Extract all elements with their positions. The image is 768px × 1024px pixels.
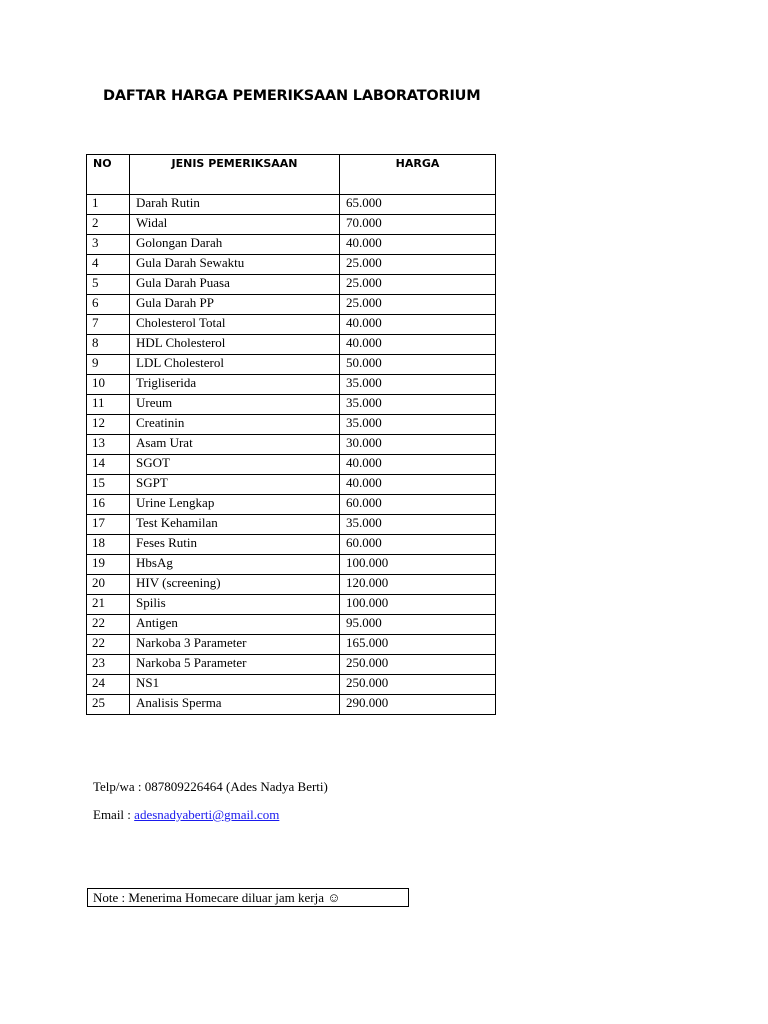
- row-exam-name: Gula Darah Puasa: [130, 275, 340, 295]
- row-number: 13: [87, 435, 130, 455]
- table-row: [87, 315, 496, 335]
- table-header-row: [87, 155, 496, 195]
- row-number: 15: [87, 475, 130, 495]
- row-price: 35.000: [340, 395, 496, 415]
- table-row: [87, 535, 496, 555]
- row-price: 250.000: [340, 655, 496, 675]
- row-price: 65.000: [340, 195, 496, 215]
- row-number: 1: [87, 195, 130, 215]
- table-row: [87, 235, 496, 255]
- email-label: Email :: [93, 807, 135, 822]
- row-number: 22: [87, 635, 130, 655]
- table-row: [87, 675, 496, 695]
- row-exam-name: Analisis Sperma: [130, 695, 340, 715]
- row-price: 35.000: [340, 515, 496, 535]
- table-row: [87, 435, 496, 455]
- row-price: 35.000: [340, 415, 496, 435]
- row-price: 60.000: [340, 495, 496, 515]
- table-row: [87, 595, 496, 615]
- row-exam-name: Spilis: [130, 595, 340, 615]
- row-exam-name: Test Kehamilan: [130, 515, 340, 535]
- table-row: [87, 255, 496, 275]
- row-exam-name: Antigen: [130, 615, 340, 635]
- row-price: 25.000: [340, 295, 496, 315]
- row-number: 23: [87, 655, 130, 675]
- table-row: [87, 375, 496, 395]
- document-title: DAFTAR HARGA PEMERIKSAAN LABORATORIUM: [103, 88, 481, 104]
- contact-phone: Telp/wa : 087809226464 (Ades Nadya Berti): [93, 779, 328, 794]
- row-price: 70.000: [340, 215, 496, 235]
- table-row: [87, 335, 496, 355]
- row-exam-name: SGPT: [130, 475, 340, 495]
- row-number: 7: [87, 315, 130, 335]
- row-exam-name: Cholesterol Total: [130, 315, 340, 335]
- row-number: 4: [87, 255, 130, 275]
- row-price: 165.000: [340, 635, 496, 655]
- row-exam-name: HIV (screening): [130, 575, 340, 595]
- row-number: 21: [87, 595, 130, 615]
- row-exam-name: SGOT: [130, 455, 340, 475]
- table-row: [87, 355, 496, 375]
- row-price: 40.000: [340, 335, 496, 355]
- table-row: [87, 695, 496, 715]
- table-row: [87, 515, 496, 535]
- row-exam-name: Gula Darah PP: [130, 295, 340, 315]
- table-row: [87, 215, 496, 235]
- row-number: 9: [87, 355, 130, 375]
- email-link[interactable]: adesnadyaberti@gmail.com: [134, 807, 280, 822]
- row-number: 3: [87, 235, 130, 255]
- table-row: [87, 475, 496, 495]
- row-number: 14: [87, 455, 130, 475]
- row-price: 120.000: [340, 575, 496, 595]
- table-row: [87, 615, 496, 635]
- table-row: [87, 495, 496, 515]
- contact-email-line: [93, 807, 279, 823]
- row-exam-name: Asam Urat: [130, 435, 340, 455]
- header-price: HARGA: [340, 155, 496, 195]
- row-exam-name: HDL Cholesterol: [130, 335, 340, 355]
- table-row: [87, 295, 496, 315]
- row-price: 290.000: [340, 695, 496, 715]
- price-table: [86, 154, 496, 715]
- table-row: [87, 415, 496, 435]
- row-exam-name: Darah Rutin: [130, 195, 340, 215]
- row-exam-name: LDL Cholesterol: [130, 355, 340, 375]
- row-exam-name: HbsAg: [130, 555, 340, 575]
- table-row: [87, 195, 496, 215]
- row-exam-name: Golongan Darah: [130, 235, 340, 255]
- row-price: 60.000: [340, 535, 496, 555]
- row-price: 30.000: [340, 435, 496, 455]
- row-exam-name: Trigliserida: [130, 375, 340, 395]
- row-price: 35.000: [340, 375, 496, 395]
- header-no: NO: [87, 155, 130, 195]
- table-row: [87, 635, 496, 655]
- row-price: 50.000: [340, 355, 496, 375]
- row-price: 25.000: [340, 255, 496, 275]
- row-exam-name: Widal: [130, 215, 340, 235]
- row-exam-name: NS1: [130, 675, 340, 695]
- row-price: 250.000: [340, 675, 496, 695]
- table-body: [87, 195, 496, 715]
- row-number: 11: [87, 395, 130, 415]
- row-exam-name: Narkoba 5 Parameter: [130, 655, 340, 675]
- row-number: 24: [87, 675, 130, 695]
- row-number: 22: [87, 615, 130, 635]
- row-price: 40.000: [340, 475, 496, 495]
- row-price: 40.000: [340, 235, 496, 255]
- note-box: Note : Menerima Homecare diluar jam kerja ☺: [87, 888, 409, 907]
- row-price: 25.000: [340, 275, 496, 295]
- row-price: 100.000: [340, 595, 496, 615]
- table-row: [87, 275, 496, 295]
- table-row: [87, 555, 496, 575]
- row-number: 12: [87, 415, 130, 435]
- table-row: [87, 655, 496, 675]
- row-price: 95.000: [340, 615, 496, 635]
- row-exam-name: Ureum: [130, 395, 340, 415]
- row-exam-name: Narkoba 3 Parameter: [130, 635, 340, 655]
- row-exam-name: Creatinin: [130, 415, 340, 435]
- table-row: [87, 395, 496, 415]
- table-row: [87, 575, 496, 595]
- row-number: 17: [87, 515, 130, 535]
- row-number: 10: [87, 375, 130, 395]
- row-price: 40.000: [340, 455, 496, 475]
- row-price: 40.000: [340, 315, 496, 335]
- row-exam-name: Feses Rutin: [130, 535, 340, 555]
- header-name: JENIS PEMERIKSAAN: [130, 155, 340, 195]
- row-number: 6: [87, 295, 130, 315]
- row-number: 25: [87, 695, 130, 715]
- table-row: [87, 455, 496, 475]
- row-number: 5: [87, 275, 130, 295]
- row-number: 19: [87, 555, 130, 575]
- row-price: 100.000: [340, 555, 496, 575]
- row-number: 18: [87, 535, 130, 555]
- row-number: 20: [87, 575, 130, 595]
- row-exam-name: Urine Lengkap: [130, 495, 340, 515]
- row-number: 16: [87, 495, 130, 515]
- row-number: 8: [87, 335, 130, 355]
- row-number: 2: [87, 215, 130, 235]
- row-exam-name: Gula Darah Sewaktu: [130, 255, 340, 275]
